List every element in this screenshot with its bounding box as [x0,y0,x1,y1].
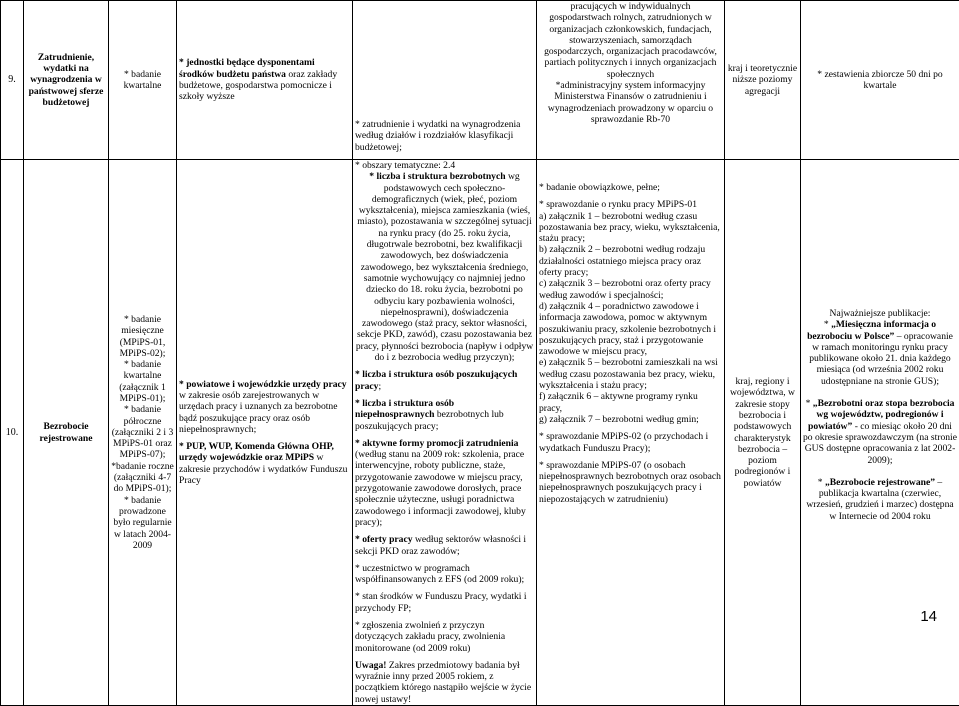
scope-item [355,171,534,363]
scope-item-bold: * aktywne formy promocji zatrudnienia [355,438,518,449]
row-10-level: kraj, regiony i województwa, w zakresie stopy bezrobocia i podstawowych charakterystyk bezrobocia – poziom podregionów i powiatów [725,160,801,706]
publication-title: „Miesięczna informacja o bezrobociu w Polsce” [807,319,936,341]
row-9-sources-item: *administracyjny system informacyjny Ministerstwa Finansów o zatrudnieniu i wynagrodzeniach prowadzony w oparciu o sprawozdanie Rb-70 [539,80,722,125]
publication-desc: – publikacja kwartalna (czerwiec, wrzesień, grudzień i marzec) dostępna w Internecie od 2004 roku [806,477,953,522]
row-9-scope-item: * zatrudnienie i wydatki na wynagrodzenia według działów i rozdziałów klasyfikacji budżetowej; [355,119,534,153]
sources-item: e) załącznik 5 – bezrobotni zamieszkali na wsi według czasu pozostawania bez pracy, wieku, wykształcenia i stażu pracy; [539,357,722,391]
publication-desc: - co miesiąc około 20 dni po okresie sprawozdawczym (na stronie GUS dostępne opracowania z lat 2002-2009); [803,421,957,466]
sources-item: * sprawozdanie MPiPS-02 (o przychodach i wydatkach Funduszu Pracy); [539,431,722,454]
row-10-number: 10. [1,160,24,706]
scope-warning [355,660,534,705]
scope-item [355,534,534,557]
publication-item [803,477,957,522]
table-row-10 [1,160,959,706]
scope-item [355,591,534,614]
publication-title: „Bezrobocie rejestrowane” [825,477,935,488]
reporting-unit-bold: * powiatowe i wojewódzkie urzędy pracy [179,379,347,390]
scope-item-rest: bezrobotnych lub poszukujących pracy; [355,409,504,431]
frequency-item: *badanie roczne (załączniki 4-7 do MPiPS-01); [111,461,174,495]
scope-item-bold: * liczba i struktura osób niepełnosprawnych [355,398,454,420]
scope-item-rest: * uczestnictwo w programach współfinansowanych z EFS (od 2009 roku); [355,563,524,585]
reporting-unit-item [179,379,350,435]
row-9-title: Zatrudnienie, wydatki na wynagrodzenia w państwowej sferze budżetowej [24,1,109,160]
publication-prefix: * [824,319,831,330]
row-9-sources-item: pracujących w indywidualnych gospodarstwach rolnych, zatrudnionych w organizacjach członkowskich, fundacjach, stowarzyszeniach, samorządach gospodarczych, organizacjach pracodawców, partiach politycznych i innych organizacjach społecznych [539,1,722,80]
row-10-sources [537,160,725,706]
scope-warning-bold: Uwaga! [355,660,386,671]
row-9-publications: * zestawienia zbiorcze 50 dni po kwartale [801,1,959,160]
scope-item [355,620,534,654]
scope-item-bold: * oferty pracy [355,534,413,545]
publication-prefix: * [818,477,825,488]
scope-note: * obszary tematyczne: 2.4 [355,160,534,171]
table-row-9 [1,1,959,160]
sources-item: * badanie obowiązkowe, pełne; [539,182,722,193]
sources-item: b) załącznik 2 – bezrobotni według rodzaju działalności ostatniego miejsca pracy oraz oferty pracy; [539,244,722,278]
row-10-reporting-units [177,160,353,706]
frequency-item: * badanie prowadzone było regularnie w latach 2004-2009 [111,495,174,551]
scope-item-bold: * liczba i struktura osób poszukujących pracy [355,369,517,391]
row-10-frequency [109,160,177,706]
scope-item-rest: wg podstawowych cech społeczno-demograficznych (wiek, płeć, poziom wykształcenia), miejsca zamieszkania (wieś, miasto), pozostawania w szczególnej sytuacji na rynku pracy (do 25. roku życia, długotrwale bezrobotni, bez kwalifikacji zawodowych, bez doświadczenia zawodowego, bez wykształcenia średniego, samotnie wychowujący co najmniej jedno dziecko do 18. roku życia, bezrobotni po odbyciu kary pozbawienia wolności, niepełnosprawni), doświadczenia zawodowego (staż pracy, sektor własności, sekcje PKD, zawód), czasu pozostawania bez pracy, płynności bezrobocia (napływ i odpływ do i z bezrobocia według przyczyn); [356,171,533,363]
row-9-level: kraj i teoretycznie niższe poziomy agregacji [725,1,801,160]
frequency-item: * badanie miesięczne (MPiPS-01, MPiPS-02); [111,314,174,359]
scope-item [355,398,534,432]
row-9-sources [537,1,725,160]
row-9-reporting-units-bold: * jednostki będące dysponentami środków budżetu państwa [179,57,315,79]
scope-item-bold: * liczba i struktura bezrobotnych [369,171,505,182]
row-10-title: Bezrobocie rejestrowane [24,160,109,706]
sources-item: f) załącznik 6 – aktywne programy rynku pracy, [539,391,722,414]
frequency-item: * badanie kwartalne (załącznik 1 MPiPS-01); [111,359,174,404]
publications-title: Najważniejsze publikacje: [803,308,957,319]
row-9-reporting-units [177,1,353,160]
scope-item [355,369,534,392]
reporting-unit-item [179,441,350,486]
page-number: 14 [920,608,937,625]
scope-item-rest: (według stanu na 2009 rok: szkolenia, prace interwencyjne, roboty publiczne, staże, przygotowanie zawodowe w miejscu pracy, przygotowanie zawodowe dorosłych, prace społecznie użyteczne, usługi poradnictwa zawodowego i informacji zawodowej, kluby pracy); [355,449,526,528]
sources-item: d) załącznik 4 – poradnictwo zawodowe i informacja zawodowa, pomoc w aktywnym poszukiwaniu pracy, szkolenie bezrobotnych i poszukujących pracy, staż i przygotowanie zawodowe w miejscu pracy, [539,301,722,357]
row-9-number: 9. [1,1,24,160]
publication-item [803,398,957,466]
publication-prefix: * [806,398,813,409]
scope-item-rest: ; [378,381,381,392]
frequency-item: * badanie półroczne (załączniki 2 i 3 MPiPS-01 oraz MPiPS-07); [111,404,174,460]
sources-item: c) załącznik 3 – bezrobotni oraz oferty pracy według zawodów i specjalności; [539,278,722,301]
publication-desc: – opracowanie w ramach monitoringu rynku pracy publikowane około 21. dnia każdego miesiąca (od września 2002 roku udostępniane na stronie GUS); [809,331,953,387]
reporting-unit-rest: w zakresie przychodów i wydatków Funduszu Pracy [179,452,347,486]
publication-item [803,319,957,387]
scope-item-rest: * stan środków w Funduszu Pracy, wydatki i przychody FP; [355,591,527,613]
row-9-scope [353,1,537,160]
scope-item-rest: * zgłoszenia zwolnień z przyczyn dotyczących zakładu pracy, zwolnienia monitorowane (od 2009 roku) [355,620,505,654]
scope-item [355,563,534,586]
row-9-frequency: * badanie kwartalne [109,1,177,160]
reporting-unit-bold: * PUP, WUP, Komenda Główna OHP, urzędy wojewódzkie oraz MPiPS [179,441,334,463]
reporting-unit-rest: w zakresie osób zarejestrowanych w urzędach pracy i uznanych za bezrobotne bądź poszukujące pracy oraz osób niepełnosprawnych; [179,390,337,435]
scope-item [355,438,534,528]
sources-item: * sprawozdanie o rynku pracy MPiPS-01 [539,199,722,210]
sources-item: g) załącznik 7 – bezrobotni według gmin; [539,414,722,425]
sources-item: * sprawozdanie MPiPS-07 (o osobach niepełnosprawnych bezrobotnych oraz osobach niepełnosprawnych poszukujących pracy i niepozostających w zatrudnieniu) [539,460,722,505]
publication-title: „Bezrobotni oraz stopa bezrobocia wg województw, podregionów i powiatów” [808,398,954,432]
row-10-scope [353,160,537,706]
scope-item-rest: według sektorów własności i sekcji PKD oraz zawodów; [355,534,526,556]
row-9-reporting-units-rest: oraz zakłady budżetowe, gospodarstwa pomocnicze i szkoły wyższe [179,69,337,103]
sources-item: a) załącznik 1 – bezrobotni według czasu pozostawania bez pracy, wieku, wykształcenia, stażu pracy; [539,211,722,245]
scope-warning-rest: Zakres przedmiotowy badania był wyraźnie inny przed 2005 rokiem, z początkiem którego nastąpiło wejście w życie nowej ustawy! [355,660,531,705]
